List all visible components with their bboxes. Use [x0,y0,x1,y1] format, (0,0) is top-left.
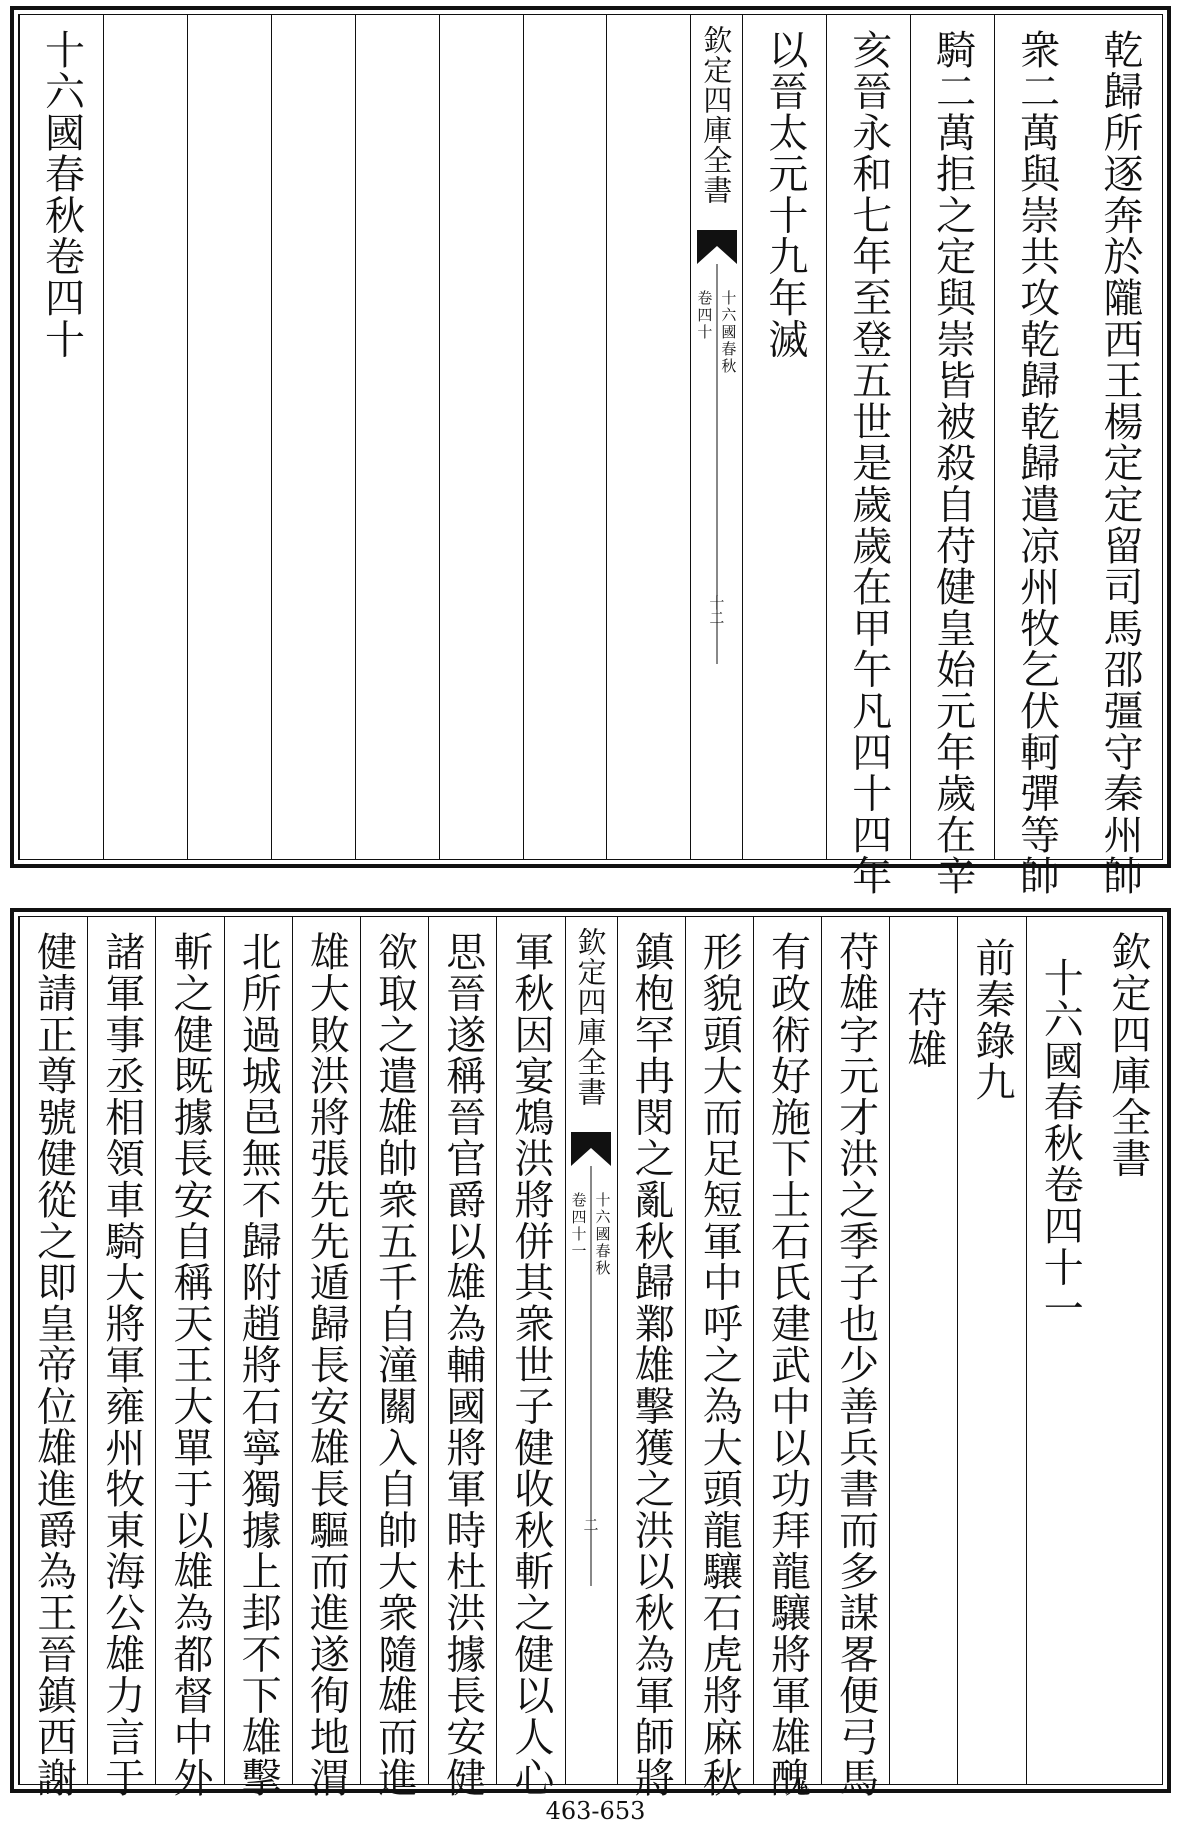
column-text: 北所過城邑無不歸附趙將石寧獨據上邽不下雄擊 [235,931,282,1799]
column-text: 前秦錄九 [969,937,1016,1103]
text-column [523,15,607,859]
text-column [360,917,428,1799]
center-book-name: 十六國春秋 [593,1192,612,1277]
column-text: 亥晉永和七年至登五世是歲歲在甲午凡四十四年 [845,29,892,897]
column-text: 思晉遂稱晉官爵以雄為輔國將軍時杜洪據長安健 [439,931,486,1799]
column-text: 斬之健既據長安自稱天王大單于以雄為都督中外 [166,931,213,1799]
column-text: 苻雄字元才洪之季子也少善兵書而多謀畧便弓馬 [832,931,879,1799]
text-column [994,15,1078,897]
text-column [155,917,223,1799]
column-text: 鎮枹罕冉閔之亂秋歸鄴雄擊獲之洪以秋為軍師將 [628,931,675,1799]
text-column [187,15,271,859]
text-column [617,917,685,1799]
text-column [910,15,994,897]
center-folio-number: 二 [581,1517,600,1532]
text-column [103,15,187,859]
text-column [1094,917,1162,1784]
text-column [87,917,155,1799]
text-column [428,917,496,1799]
center-book-name: 十六國春秋 [719,290,738,375]
text-column [439,15,523,859]
fishtail-mark-icon [697,230,737,264]
text-column [685,917,753,1799]
column-text: 騎二萬拒之定與崇皆被殺自苻健皇始元年歲在辛 [929,29,976,897]
text-column [742,15,826,859]
text-column [821,917,889,1799]
column-text: 十六國春秋卷四十 [38,29,85,360]
column-text: 衆二萬與崇共攻乾歸乾歸遣凉州牧乞伏軻彈等帥 [1013,29,1060,897]
center-caption [694,290,739,375]
column-text: 欽定四庫全書 [1104,931,1151,1179]
text-column [19,15,103,859]
column-text: 欲取之遣雄帥衆五千自潼關入自帥大衆隨雄而進 [371,931,418,1799]
column-text: 健請正尊號健從之即皇帝位雄進爵為王晉鎮西謝 [30,931,77,1799]
text-column [1026,917,1094,1784]
top-page [10,6,1171,897]
text-column [355,15,439,859]
center-caption [569,1192,614,1277]
column-text: 軍秋因宴鴆洪將併其衆世子健收秋斬之健以人心 [507,931,554,1799]
bottom-page [10,908,1171,1799]
center-juan: 卷四十 [695,290,714,341]
column-text: 諸軍事丞相領車騎大將軍雍州牧東海公雄力言于 [98,931,145,1799]
column-text: 苻雄 [900,987,947,1070]
text-column [957,917,1025,1784]
text-column [496,917,564,1799]
page-number: 463-653 [545,1797,646,1825]
text-column [1078,15,1162,897]
text-column [606,15,690,859]
column-text: 形貌頭大而足短軍中呼之為大頭龍驤石虎將麻秋 [696,931,743,1799]
column-text: 十六國春秋卷四十一 [1037,957,1084,1329]
center-book-title: 欽定四庫全書 [699,25,734,205]
fishtail-mark-icon [571,1132,611,1166]
text-column [224,917,292,1799]
center-folio-number: 十二 [707,595,726,625]
text-column [19,917,87,1799]
center-juan: 卷四十一 [569,1192,588,1260]
text-column [826,15,910,897]
text-column [271,15,355,859]
column-text: 雄大敗洪將張先先遁歸長安雄長驅而進遂徇地渭 [303,931,350,1799]
text-column [889,917,957,1784]
column-text: 有政術好施下士石氏建武中以功拜龍驤將軍雄醜 [764,931,811,1799]
text-column [292,917,360,1799]
center-book-title: 欽定四庫全書 [573,927,608,1107]
center-fold-strip [565,917,617,1784]
column-text: 乾歸所逐奔於隴西王楊定定留司馬邵彊守秦州帥 [1097,29,1144,897]
column-text: 以晉太元十九年滅 [761,29,808,360]
center-fold-strip [690,15,742,859]
text-column [753,917,821,1799]
